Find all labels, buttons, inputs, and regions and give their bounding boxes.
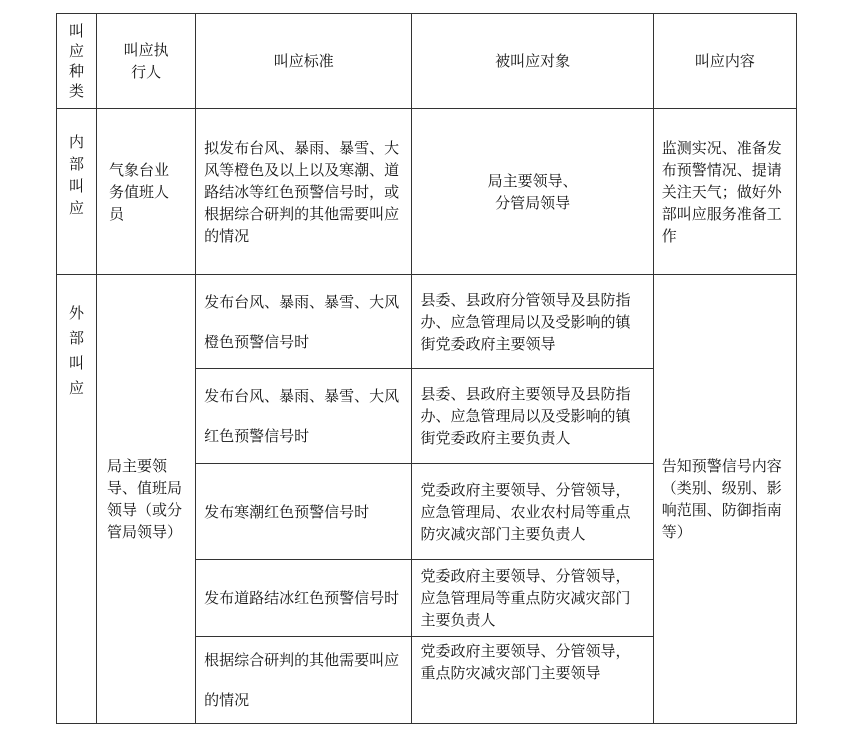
external-target-2: 县委、县政府主要领导及县防指办、应急管理局以及受影响的镇街党委政府主要负责人 bbox=[412, 369, 653, 464]
warning-response-table bbox=[56, 13, 797, 724]
internal-row bbox=[57, 109, 797, 275]
internal-target-line2: 分管局领导 bbox=[495, 193, 571, 212]
internal-standard-cell: 拟发布台风、暴雨、暴雪、大风等橙色及以上以及寒潮、道路结冰等红色预警信号时，或根据综合研判的其他需要叫应的情况 bbox=[196, 109, 412, 275]
external-standard-2: 发布台风、暴雨、暴雪、大风红色预警信号时 bbox=[196, 369, 412, 464]
header-target: 被叫应对象 bbox=[412, 14, 653, 109]
external-target-5: 党委政府主要领导、分管领导，重点防灾减灾部门主要领导 bbox=[412, 637, 653, 724]
external-standard-4: 发布道路结冰红色预警信号时 bbox=[196, 560, 412, 637]
external-row-1 bbox=[57, 275, 797, 369]
external-target-4: 党委政府主要领导、分管领导，应急管理局等重点防灾减灾部门主要负责人 bbox=[412, 560, 653, 637]
external-content-cell: 告知预警信号内容（类别、级别、影响范围、防御指南等） bbox=[653, 275, 796, 724]
internal-content-cell: 监测实况、准备发布预警情况、提请关注天气；做好外部叫应服务准备工作 bbox=[653, 109, 796, 275]
internal-target-cell bbox=[412, 109, 653, 275]
external-target-3: 党委政府主要领导、分管领导，应急管理局、农业农村局等重点防灾减灾部门主要负责人 bbox=[412, 464, 653, 560]
external-executor-cell: 局主要领导、值班局领导（或分管局领导） bbox=[97, 275, 196, 724]
header-executor: 叫应执行人 bbox=[97, 14, 196, 109]
external-type-cell: 外部叫应 bbox=[57, 275, 97, 724]
internal-executor-cell: 气象台业务值班人员 bbox=[97, 109, 196, 275]
external-standard-1: 发布台风、暴雨、暴雪、大风橙色预警信号时 bbox=[196, 275, 412, 369]
header-row bbox=[57, 14, 797, 109]
external-standard-5: 根据综合研判的其他需要叫应的情况 bbox=[196, 637, 412, 724]
header-standard: 叫应标准 bbox=[196, 14, 412, 109]
internal-type-cell: 内部叫应 bbox=[57, 109, 97, 275]
internal-target-line1: 局主要领导、 bbox=[487, 171, 578, 190]
external-target-1: 县委、县政府分管领导及县防指办、应急管理局以及受影响的镇街党委政府主要领导 bbox=[412, 275, 653, 369]
header-type: 叫应种类 bbox=[57, 14, 97, 109]
external-standard-3: 发布寒潮红色预警信号时 bbox=[196, 464, 412, 560]
header-content: 叫应内容 bbox=[653, 14, 796, 109]
